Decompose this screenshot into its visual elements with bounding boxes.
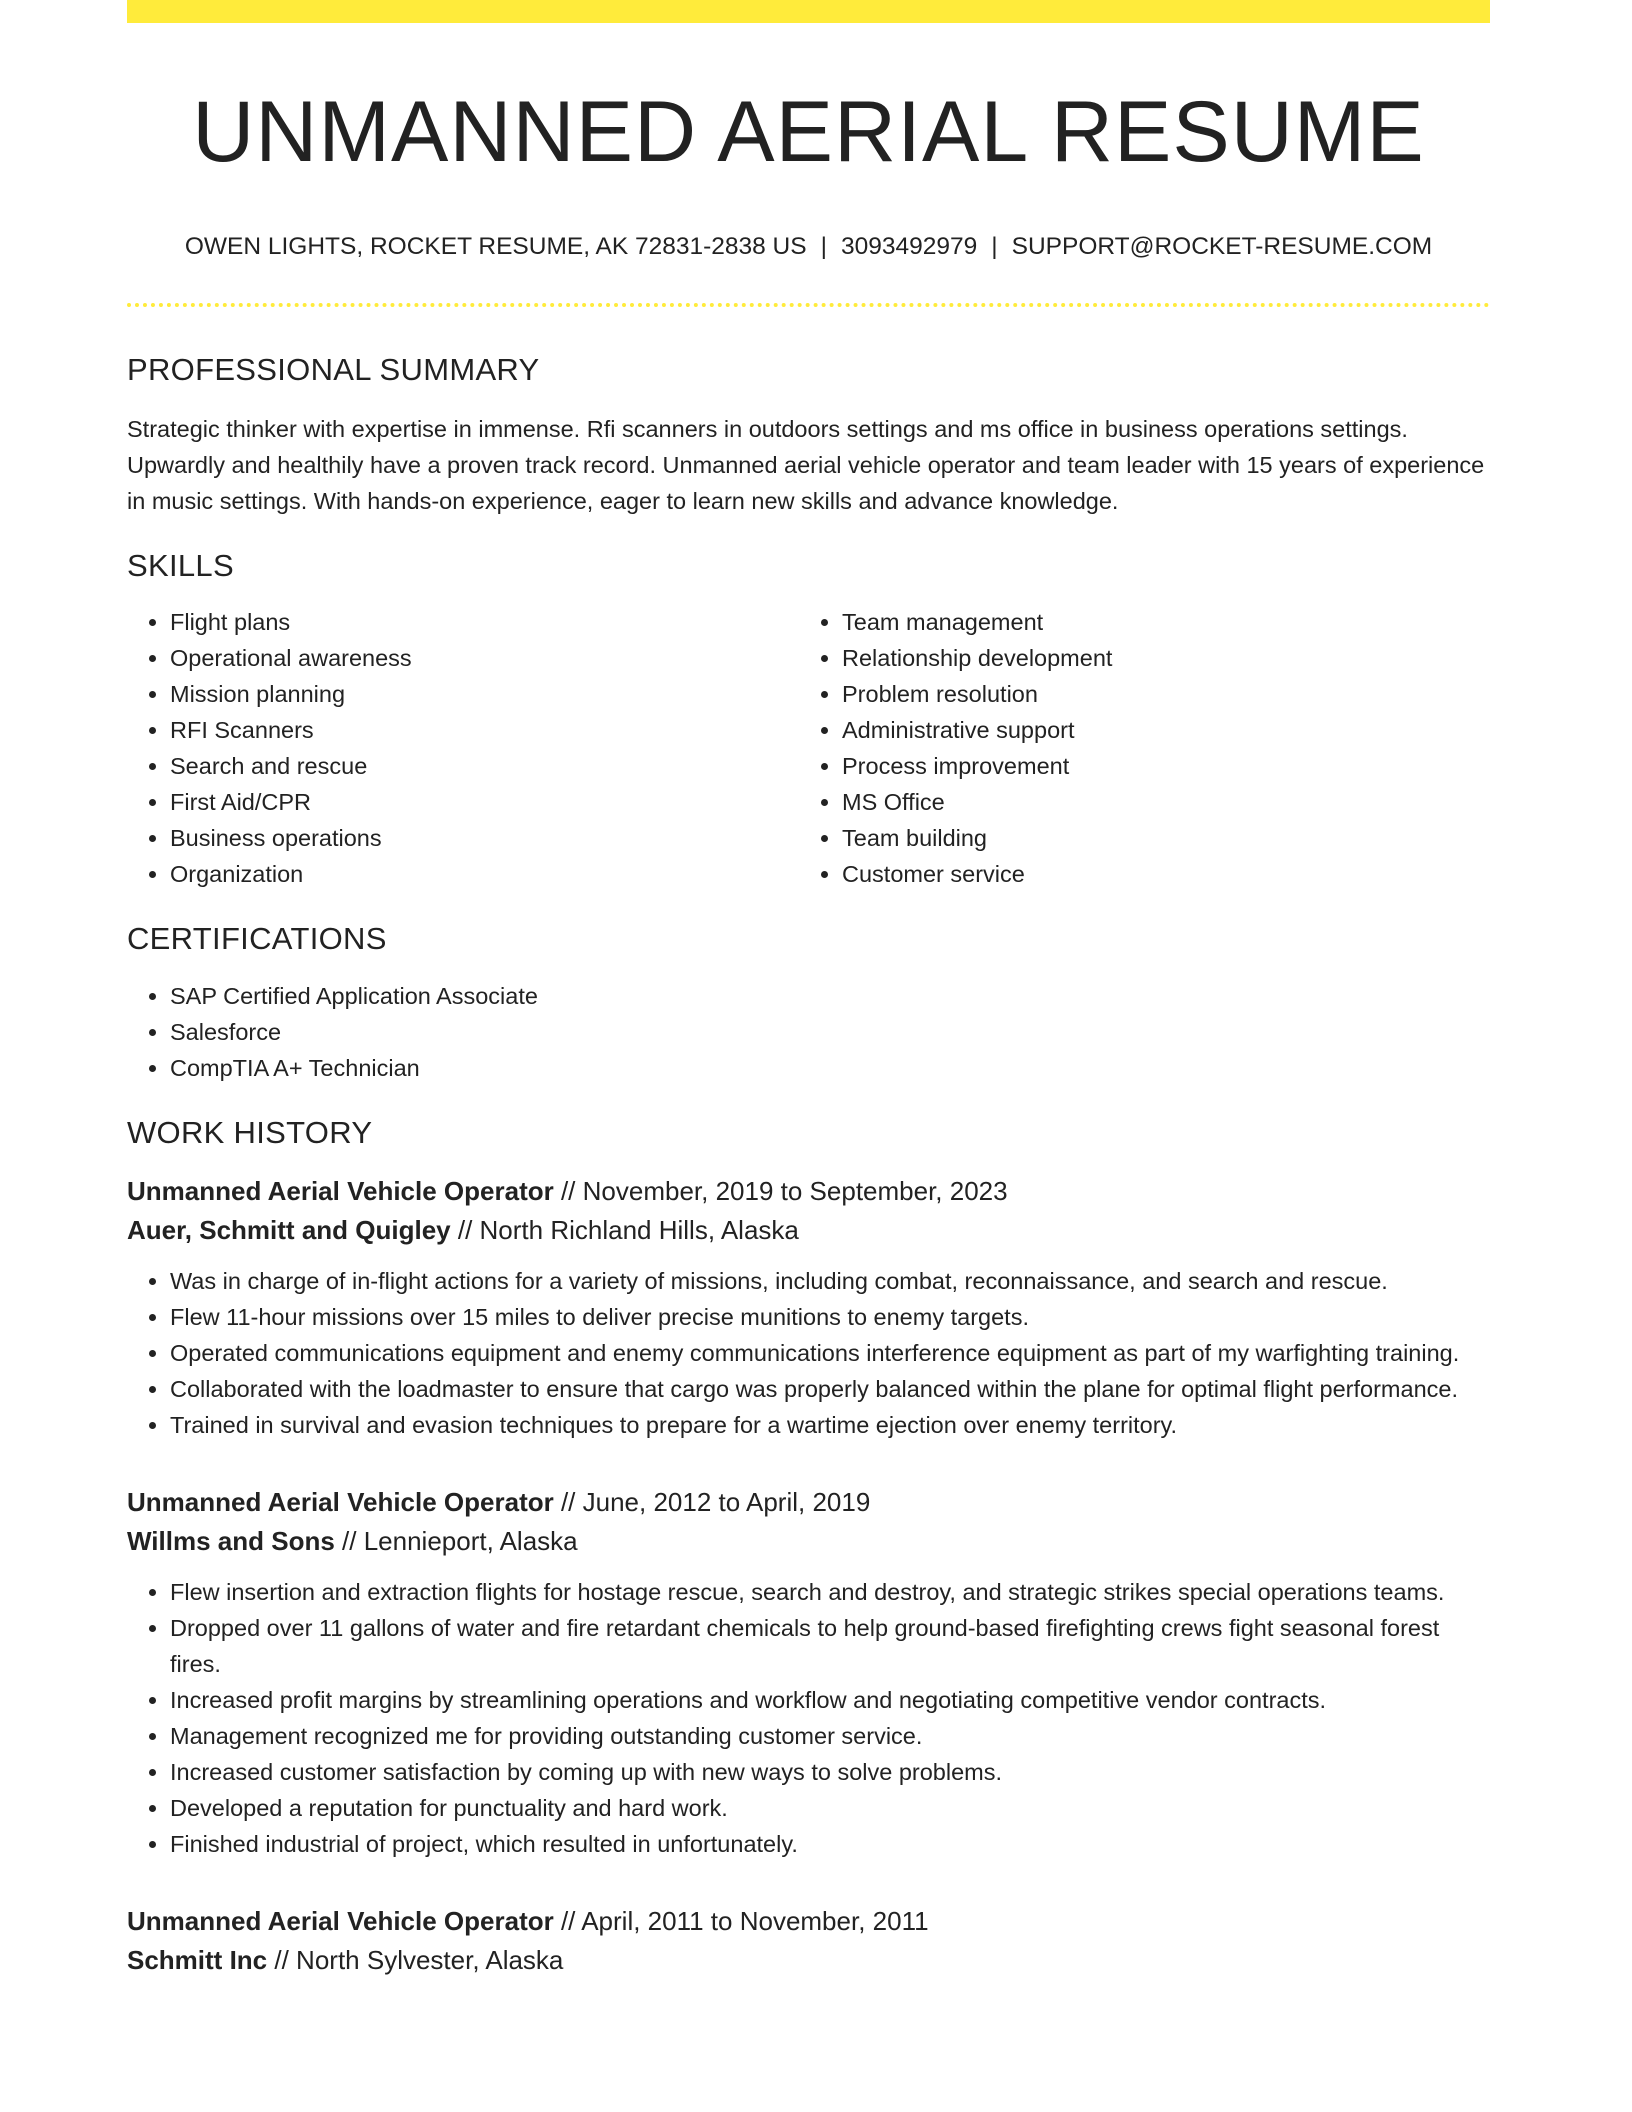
- contact-address: OWEN LIGHTS, ROCKET RESUME, AK 72831-2838 US: [184, 232, 807, 260]
- job-location: North Sylvester, Alaska: [296, 1944, 564, 1975]
- skill-item: • Team building: [842, 820, 1112, 856]
- skill-item: • RFI Scanners: [170, 712, 799, 748]
- skills-section: [127, 547, 1490, 892]
- skill-item: • First Aid/CPR: [170, 784, 799, 820]
- job-title-line: [127, 1483, 1490, 1522]
- skill-item: • Mission planning: [170, 676, 799, 712]
- certifications-section: [127, 920, 1490, 1085]
- job-divider: //: [553, 1175, 583, 1206]
- job-entry: [127, 1483, 1490, 1862]
- skills-list-right: [799, 604, 1112, 892]
- job-divider: //: [334, 1525, 364, 1556]
- job-bullet: • Finished industrial of project, which resulted in unfortunately.: [170, 1826, 1490, 1862]
- job-bullet: • Collaborated with the loadmaster to ensure that cargo was properly balanced within the plane for optimal flight performance.: [170, 1371, 1490, 1407]
- job-dates: June, 2012 to April, 2019: [582, 1486, 871, 1517]
- contact-separator: |: [820, 232, 827, 260]
- skill-item: • Customer service: [842, 856, 1112, 892]
- summary-section: [127, 351, 1490, 519]
- job-bullet: • Trained in survival and evasion techniques to prepare for a wartime ejection over enemy territory.: [170, 1407, 1490, 1443]
- job-location: North Richland Hills, Alaska: [479, 1214, 799, 1245]
- job-title-line: [127, 1902, 1490, 1941]
- resume-title: UNMANNED AERIAL RESUME: [192, 84, 1425, 180]
- job-bullet: • Dropped over 11 gallons of water and fire retardant chemicals to help ground-based firefighting crews fight seasonal forest fires.: [170, 1610, 1490, 1682]
- skill-item: • Relationship development: [842, 640, 1112, 676]
- job-dates: November, 2019 to September, 2023: [582, 1175, 1008, 1206]
- summary-heading: PROFESSIONAL SUMMARY: [127, 351, 540, 387]
- job-bullet: • Increased profit margins by streamlining operations and workflow and negotiating competitive vendor contracts.: [170, 1682, 1490, 1718]
- job-bullet: • Operated communications equipment and enemy communications interference equipment as part of my warfighting training.: [170, 1335, 1490, 1371]
- summary-text: Strategic thinker with expertise in immense. Rfi scanners in outdoors settings and ms office in business operations settings. Upwardly and healthily have a proven track record. Unmanned aerial vehicle operator and team leader with 15 years of experience in music settings. With hands-on experience, eager to learn new skills and advance knowledge.: [127, 416, 1485, 515]
- job-company: Schmitt Inc: [127, 1944, 268, 1975]
- skill-item: • Organization: [170, 856, 799, 892]
- job-entry: [127, 1902, 1490, 1980]
- accent-top-bar: [127, 0, 1490, 23]
- skill-item: • Business operations: [170, 820, 799, 856]
- skill-item: • Process improvement: [842, 748, 1112, 784]
- job-bullet: • Was in charge of in-flight actions for a variety of missions, including combat, reconnaissance, and search and rescue.: [170, 1263, 1490, 1299]
- certification-item: • Salesforce: [170, 1014, 1490, 1050]
- job-company-line: [127, 1941, 1490, 1980]
- dotted-divider: [127, 303, 1490, 307]
- job-bullet: • Increased customer satisfaction by coming up with new ways to solve problems.: [170, 1754, 1490, 1790]
- skill-item: • Problem resolution: [842, 676, 1112, 712]
- job-company: Auer, Schmitt and Quigley: [127, 1214, 451, 1245]
- job-title: Unmanned Aerial Vehicle Operator: [127, 1175, 554, 1206]
- job-bullet: • Developed a reputation for punctuality and hard work.: [170, 1790, 1490, 1826]
- job-bullet: • Flew insertion and extraction flights for hostage rescue, search and destroy, and strategic strikes special operations teams.: [170, 1574, 1490, 1610]
- certification-item: • SAP Certified Application Associate: [170, 978, 1490, 1014]
- certification-item: • CompTIA A+ Technician: [170, 1050, 1490, 1086]
- work-history-heading: WORK HISTORY: [127, 1114, 373, 1150]
- skills-heading: SKILLS: [127, 548, 234, 584]
- job-title: Unmanned Aerial Vehicle Operator: [127, 1905, 554, 1936]
- job-dates: April, 2011 to November, 2011: [581, 1905, 929, 1936]
- contact-separator: |: [991, 232, 998, 260]
- work-history-section: [127, 1114, 1490, 1980]
- job-divider: //: [267, 1944, 297, 1975]
- skill-item: • MS Office: [842, 784, 1112, 820]
- job-divider: //: [450, 1214, 480, 1245]
- skill-item: • Operational awareness: [170, 640, 799, 676]
- job-location: Lennieport, Alaska: [363, 1525, 578, 1556]
- job-divider: //: [553, 1486, 583, 1517]
- contact-email: SUPPORT@ROCKET-RESUME.COM: [1011, 232, 1433, 260]
- skill-item: • Flight plans: [170, 604, 799, 640]
- resume-content: [127, 0, 1490, 1980]
- job-bullets: [127, 1263, 1490, 1443]
- job-title-line: [127, 1172, 1490, 1211]
- job-bullet: • Management recognized me for providing outstanding customer service.: [170, 1718, 1490, 1754]
- job-company-line: [127, 1522, 1490, 1561]
- skill-item: • Team management: [842, 604, 1112, 640]
- contact-line: [127, 232, 1490, 261]
- job-company-line: [127, 1211, 1490, 1250]
- contact-phone: 3093492979: [840, 232, 978, 260]
- skills-list-left: [127, 604, 799, 892]
- job-entry: [127, 1172, 1490, 1443]
- job-company: Willms and Sons: [127, 1525, 335, 1556]
- certifications-list: [127, 978, 1490, 1086]
- job-title: Unmanned Aerial Vehicle Operator: [127, 1486, 554, 1517]
- skills-columns: [127, 604, 1490, 892]
- job-bullets: [127, 1574, 1490, 1862]
- skill-item: • Search and rescue: [170, 748, 799, 784]
- certifications-heading: CERTIFICATIONS: [127, 921, 387, 957]
- job-bullet: • Flew 11-hour missions over 15 miles to deliver precise munitions to enemy targets.: [170, 1299, 1490, 1335]
- job-divider: //: [553, 1905, 582, 1936]
- skill-item: • Administrative support: [842, 712, 1112, 748]
